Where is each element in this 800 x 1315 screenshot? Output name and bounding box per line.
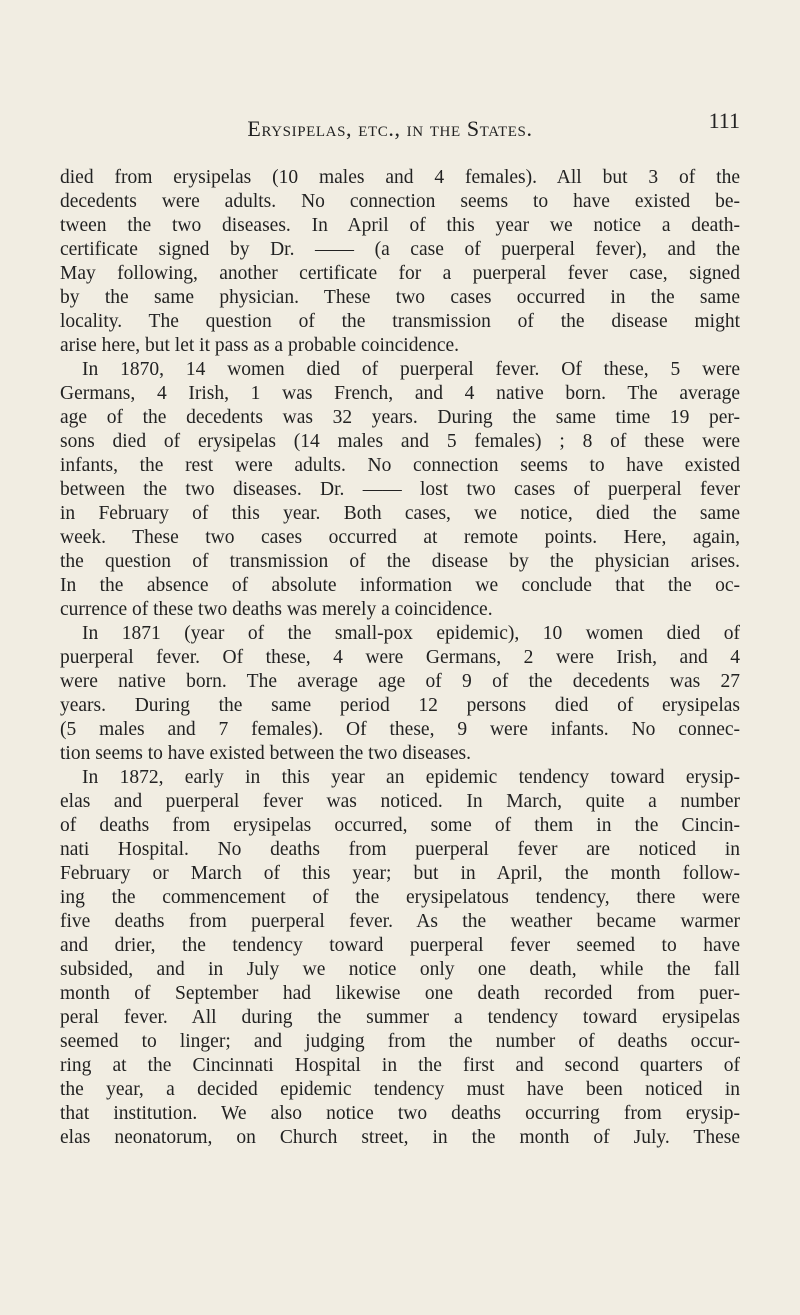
text-line: month of September had likewise one death recorded from puer- <box>60 983 740 1004</box>
text-line: week. These two cases occurred at remote points. Here, again, <box>60 527 740 548</box>
text-line: ring at the Cincinnati Hospital in the first and second quarters of <box>60 1055 740 1076</box>
text-line: were native born. The average age of 9 of the decedents was 27 <box>60 671 740 692</box>
text-line: ing the commencement of the erysipelatous tendency, there were <box>60 887 740 908</box>
text-line: (5 males and 7 females). Of these, 9 were infants. No connec- <box>60 719 740 740</box>
text-line: that institution. We also notice two deaths occurring from erysip- <box>60 1103 740 1124</box>
text-line: elas and puerperal fever was noticed. In March, quite a number <box>60 791 740 812</box>
text-line: In 1872, early in this year an epidemic tendency toward erysip- <box>82 767 740 788</box>
text-line: currence of these two deaths was merely a coincidence. <box>60 599 493 620</box>
text-line: elas neonatorum, on Church street, in the month of July. These <box>60 1127 740 1148</box>
text-line: the year, a decided epidemic tendency must have been noticed in <box>60 1079 740 1100</box>
text-line: February or March of this year; but in April, the month follow- <box>60 863 740 884</box>
text-line: Germans, 4 Irish, 1 was French, and 4 native born. The average <box>60 383 740 404</box>
body-text <box>60 166 740 1150</box>
running-title: Erysipelas, etc., in the States. <box>247 116 533 141</box>
text-line: seemed to linger; and judging from the number of deaths occur- <box>60 1031 740 1052</box>
text-line: nati Hospital. No deaths from puerperal fever are noticed in <box>60 839 740 860</box>
text-line: years. During the same period 12 persons died of erysipelas <box>60 695 740 716</box>
text-line: age of the decedents was 32 years. During the same time 19 per- <box>60 407 740 428</box>
text-line: certificate signed by Dr. —— (a case of puerperal fever), and the <box>60 239 740 260</box>
text-line: tween the two diseases. In April of this year we notice a death- <box>60 215 740 236</box>
text-line: of deaths from erysipelas occurred, some of them in the Cincin- <box>60 815 740 836</box>
text-line: In 1870, 14 women died of puerperal fever. Of these, 5 were <box>82 359 740 380</box>
text-line: arise here, but let it pass as a probable coincidence. <box>60 335 460 356</box>
text-line: infants, the rest were adults. No connection seems to have existed <box>60 455 740 476</box>
text-line: locality. The question of the transmission of the disease might <box>60 311 740 332</box>
text-line: between the two diseases. Dr. —— lost two cases of puerperal fever <box>60 479 740 500</box>
text-line: in February of this year. Both cases, we notice, died the same <box>60 503 740 524</box>
text-line: five deaths from puerperal fever. As the weather became warmer <box>60 911 740 932</box>
page-number: 111 <box>708 108 740 133</box>
text-line: puerperal fever. Of these, 4 were Germans, 2 were Irish, and 4 <box>60 647 740 668</box>
running-head <box>60 108 740 146</box>
text-line: and drier, the tendency toward puerperal fever seemed to have <box>60 935 740 956</box>
text-line: died from erysipelas (10 males and 4 females). All but 3 of the <box>60 167 740 188</box>
text-line: In 1871 (year of the small-pox epidemic), 10 women died of <box>82 623 740 644</box>
text-line: sons died of erysipelas (14 males and 5 females) ; 8 of these were <box>60 431 740 452</box>
text-line: decedents were adults. No connection seems to have existed be- <box>60 191 740 212</box>
text-line: peral fever. All during the summer a tendency toward erysipelas <box>60 1007 740 1028</box>
text-line: In the absence of absolute information we conclude that the oc- <box>60 575 740 596</box>
text-line: May following, another certificate for a puerperal fever case, signed <box>60 263 740 284</box>
text-line: by the same physician. These two cases occurred in the same <box>60 287 740 308</box>
text-line: the question of transmission of the disease by the physician arises. <box>60 551 740 572</box>
text-line: tion seems to have existed between the two diseases. <box>60 743 472 764</box>
text-line: subsided, and in July we notice only one death, while the fall <box>60 959 740 980</box>
